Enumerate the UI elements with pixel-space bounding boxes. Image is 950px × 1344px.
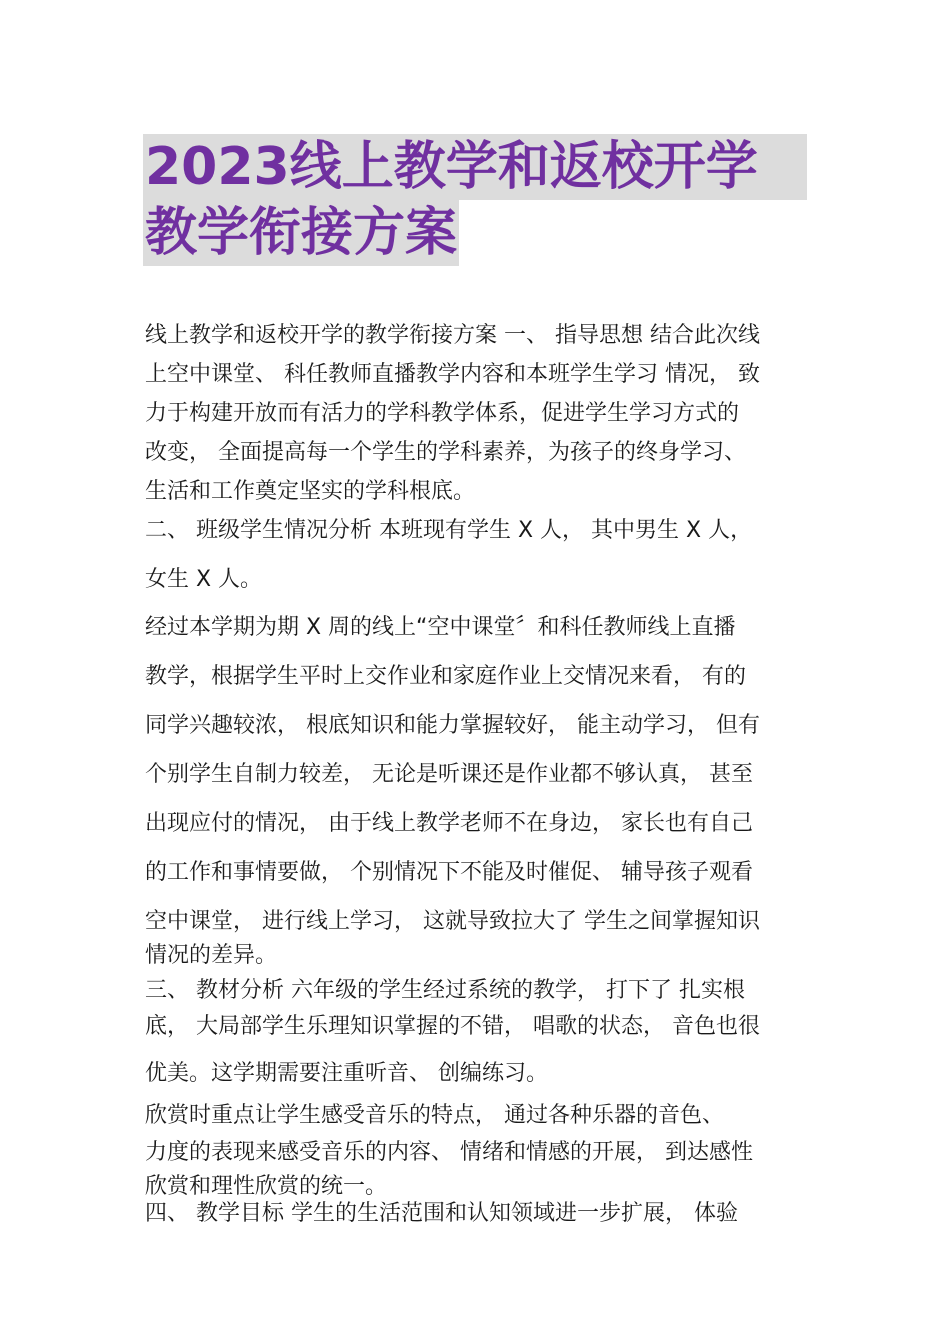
text-line: 力于构建开放而有活力的学科教学体系，促进学生学习方式的 — [145, 401, 740, 426]
text-line: 欣赏时重点让学生感受音乐的特点， 通过各种乐器的音色、 — [145, 1103, 724, 1128]
text-line: 力度的表现来感受音乐的内容、 情绪和情感的开展， 到达感性 — [145, 1140, 753, 1165]
paragraph-textbook-analysis — [145, 973, 810, 1086]
text-line: 教学，根据学生平时上交作业和家庭作业上交情况来看， 有的 — [145, 664, 746, 689]
paragraph-learning-situation — [145, 610, 810, 968]
document-title-line-2: 教学衔接方案 — [143, 200, 459, 266]
text-line: 上空中课堂、 科任教师直播教学内容和本班学生学习 情况， 致 — [145, 362, 760, 387]
text-line: 改变， 全面提高每一个学生的学科素养，为孩子的终身学习、 — [145, 440, 746, 465]
paragraph-appreciation — [145, 1098, 810, 1199]
text-line: 生活和工作奠定坚实的学科根底。 — [145, 479, 476, 504]
text-line: 女生 X 人。 — [145, 567, 263, 592]
document-title-line-1: 2023线上教学和返校开学 — [143, 134, 807, 200]
text-line: 经过本学期为期 X 周的线上“空中课堂〞和科任教师线上直播 — [145, 615, 736, 640]
text-line: 个别学生自制力较差， 无论是听课还是作业都不够认真， 甚至 — [145, 762, 753, 787]
text-line: 情况的差异。 — [145, 943, 278, 968]
paragraph-guiding-ideology — [145, 318, 810, 504]
text-line: 的工作和事情要做， 个别情况下不能及时催促、 辅导孩子观看 — [145, 860, 753, 885]
text-line: 空中课堂， 进行线上学习， 这就导致拉大了 学生之间掌握知识 — [145, 909, 760, 934]
text-line: 优美。这学期需要注重听音、 创编练习。 — [145, 1061, 548, 1086]
text-line: 三、 教材分析 六年级的学生经过系统的教学， 打下了 扎实根 — [145, 978, 745, 1003]
text-line: 欣赏和理性欣赏的统一。 — [145, 1174, 388, 1199]
text-line: 底， 大局部学生乐理知识掌握的不错， 唱歌的状态， 音色也很 — [145, 1014, 760, 1039]
paragraph-teaching-goals — [145, 1196, 810, 1226]
text-line: 二、 班级学生情况分析 本班现有学生 X 人， 其中男生 X 人， — [145, 518, 753, 543]
text-line: 同学兴趣较浓， 根底知识和能力掌握较好， 能主动学习， 但有 — [145, 713, 760, 738]
text-line: 四、 教学目标 学生的生活范围和认知领域进一步扩展， 体验 — [145, 1201, 738, 1226]
paragraph-class-analysis — [145, 513, 810, 592]
text-line: 出现应付的情况， 由于线上教学老师不在身边， 家长也有自己 — [145, 811, 753, 836]
text-line: 线上教学和返校开学的教学衔接方案 一、 指导思想 结合此次线 — [145, 323, 760, 348]
